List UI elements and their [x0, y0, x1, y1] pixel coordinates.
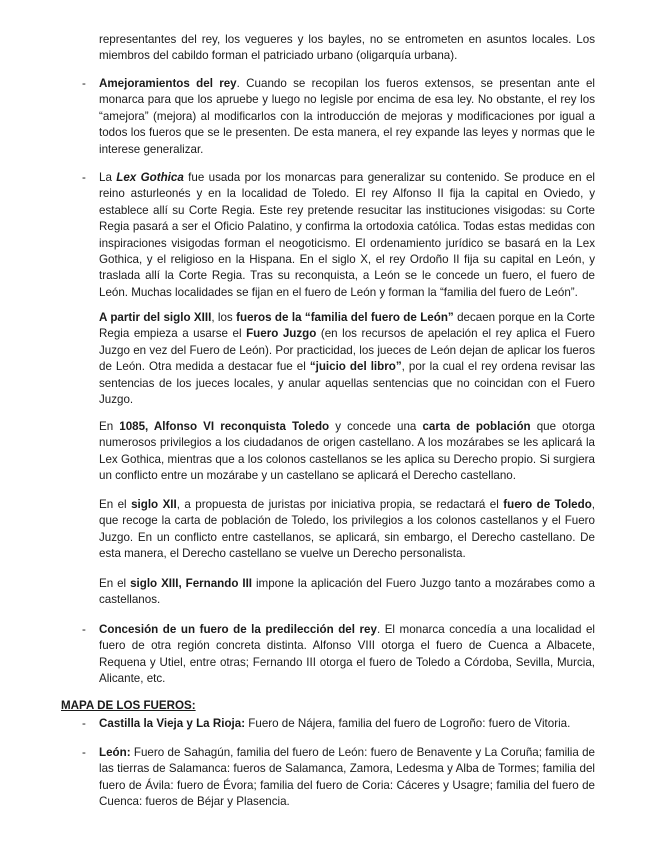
paragraph-fernando-iii: En el siglo XIII, Fernando III impone la aplicación del Fuero Juzgo tanto a mozárabes como a castellanos. [99, 577, 595, 607]
list-item-amejoramientos: Amejoramientos del rey. Cuando se recopilan los fueros extensos, se presentan ante el monarca para que los apruebe y luego no legisle por encima de esa ley. No obstante, el rey los “amejora” (mejora) al modificarlos con la introducción de mejoras y modificaciones por igual a todos los fueros que se le presenten. De esta manera, el rey expande las leyes y normas que le interese generalizar. [99, 77, 595, 156]
list-dash: - [82, 171, 86, 184]
paragraph-cabildo: representantes del rey, los vegueres y los bayles, no se entrometen en asuntos locales. Los miembros del cabildo forman el patriciado urbano (oligarquía urbana). [99, 33, 595, 63]
list-item-lex-gothica: La Lex Gothica fue usada por los monarcas para generalizar su contenido. Se produce en el reino asturleonés y en la localidad de Toledo. El rey Alfonso II fija la capital en Oviedo, y establece allí su Corte Regia. Este rey pretende resucitar las instituciones visigodas: su Corte Regia pasará a ser el Oficio Palatino, y confirma la ortodoxia católica. Todas estas medidas con inspiraciones visigodas forman el neogoticismo. El ordenamiento jurídico se basará en la Lex Gothica, y el religioso en la Hispana. En el siglo X, el rey Ordoño II fija su capital en León, y traslada allí la Corte Regia. Tras su reconquista, a León se le concede un fuero, el fuero de León. Muchas localidades se fijan en el fuero de León y forman la “familia del fuero de León”. [99, 171, 596, 299]
paragraph-siglo-xii: En el siglo XII, a propuesta de juristas por iniciativa propia, se redactará el fuero de Toledo, que recoge la carta de población de Toledo, los privilegios a los colonos castellanos y el Fuero Juzgo. En un conflicto entre castellanos, se aplicará, sin embargo, el Derecho castellano. De esta manera, el Derecho castellano se vuelve un Derecho personalista. [99, 498, 596, 561]
paragraph-siglo-xiii: A partir del siglo XIII, los fueros de la “familia del fuero de León” decaen porque en la Corte Regia empieza a usarse el Fuero Juzgo (en los recursos de apelación el rey aplica el Fuero Juzgo en vez del Fuero de León). Por practicidad, los jueces de León dejan de aplicar los fueros de León. Otra medida a destacar fue el “juicio del libro”, por la cual el rey ordena revisar las sentencias de los jueces locales, y anular aquellas sentencias que no coincidan con el Fuero Juzgo. [99, 311, 596, 407]
list-item-leon: León: Fuero de Sahagún, familia del fuero de León: fuero de Benavente y La Coruña; familia de las tierras de Salamanca: fueros de Salamanca, Zamora, Ledesma y Alba de Tormes; familia del fuero de Ávila: fuero de Évora; familia del fuero de Coria: Cáceres y Usagre; familia del fuero de Cuenca: fueros de Béjar y Plasencia. [99, 746, 595, 809]
paragraph-1085-toledo: En 1085, Alfonso VI reconquista Toledo y concede una carta de población que otorga numerosos privilegios a los ciudadanos de origen castellano. A los mozárabes se les aplicará la Lex Gothica, mientras que a los colonos castellanos se les aplica su Derecho propio. Si surgiera un conflicto entre un mozárabe y un castellano se aplicará el Derecho castellano. [99, 420, 596, 483]
section-heading-mapa: MAPA DE LOS FUEROS: [61, 699, 196, 712]
list-item-concesion-fuero: Concesión de un fuero de la predilección del rey. El monarca concedía a una localidad el fuero de otra región concreta distinta. Alfonso VIII otorga el fuero de Cuenca a Albacete, Requena y Utiel, entre otras; Fernando III otorga el fuero de Toledo a Córdoba, Sevilla, Murcia, Alicante, etc. [99, 623, 595, 686]
list-dash: - [82, 77, 86, 90]
list-dash: - [82, 623, 86, 636]
list-dash: - [82, 717, 86, 730]
list-item-castilla: Castilla la Vieja y La Rioja: Fuero de Nájera, familia del fuero de Logroño: fuero de Vitoria. [99, 717, 571, 730]
list-dash: - [82, 746, 86, 759]
